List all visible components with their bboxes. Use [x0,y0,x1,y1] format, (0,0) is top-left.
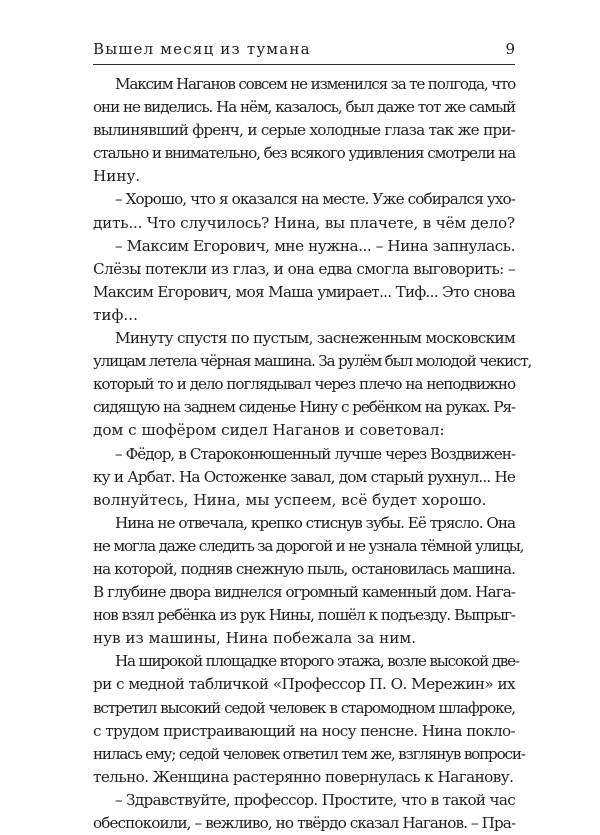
paragraph [93,73,515,188]
paragraph [93,789,515,835]
text-line: не могла даже следить за дорогой и не узнала тёмной улицы, [93,536,524,555]
text-line: Максим Егорович, моя Маша умирает... Тиф... Это снова [93,282,515,301]
text-line: В глубине двора виднелся огромный каменный дом. Нага- [93,583,515,602]
text-line: волнуйтесь, Нина, мы успеем, всё будет хорошо. [93,490,487,509]
text-line: нув из машины, Нина побежала за ним. [93,629,417,648]
text-line: Максим Наганов совсем не изменился за те полгода, что [115,75,516,93]
text-line: – Здравствуйте, профессор. Простите, что в такой час [115,790,515,809]
text-line: обеспокоили, – вежливо, но твёрдо сказал Наганов. – Пра- [93,814,516,832]
text-line: Нина не отвечала, крепко стиснув зубы. Её трясло. Она [115,513,515,532]
text-line: стально и внимательно, без всякого удивления смотрели на [93,144,515,163]
text-line: тиф... [93,305,138,324]
text-line: На широкой площадке второго этажа, возле высокой две- [115,652,519,671]
text-line: ри с медной табличкой «Профессор П. О. Мережин» их [93,675,515,694]
paragraph [93,188,515,234]
text-line: нов взял ребёнка из рук Нины, пошёл к подъезду. Выпрыг- [93,606,515,625]
text-line: дить... Что случилось? Нина, вы плачете, в чём дело? [93,213,515,232]
text-line: они не виделись. На нём, казалось, был даже тот же самый [93,98,515,117]
text-line: вылинявший френч, и серые холодные глаза так же при- [93,121,515,140]
header-rule [93,64,515,65]
paragraph [93,443,515,512]
text-line: – Максим Егорович, мне нужна... – Нина запнулась. [115,236,515,255]
text-line: Нину. [93,167,141,186]
page-header [93,40,515,64]
text-line: на которой, подняв снежную пыль, остановилась машина. [93,559,515,578]
text-line: который то и дело поглядывал через плечо на неподвижно [93,375,515,394]
text-line: дом с шофёром сидел Наганов и советовал: [93,421,445,440]
running-title: Вышел месяц из тумана [93,40,311,58]
paragraph [93,235,515,327]
page-number: 9 [505,40,515,58]
text-line: нилась ему; седой человек ответил тем же, взглянув вопроси- [93,744,525,763]
paragraph [93,512,524,651]
text-line: – Хорошо, что я оказался на месте. Уже собирался ухо- [115,190,516,209]
text-line: Минуту спустя по пустым, заснеженным московским [115,329,515,348]
text-line: тельно. Женщина растерянно повернулась к Наганову. [93,767,514,786]
text-line: сидящую на заднем сиденье Нину с ребёнком на руках. Ря- [93,398,515,417]
text-line: ку и Арбат. На Остоженке завал, дом старый рухнул... Не [93,467,515,486]
text-line: – Фёдор, в Староконюшенный лучше через Воздвижен- [115,444,515,463]
paragraph [93,327,532,442]
paragraph [93,650,525,789]
text-line: Слёзы потекли из глаз, и она едва смогла выговорить: – [93,259,515,278]
text-line: с трудом пристраивающий на носу пенсне. Нина покло- [93,721,515,740]
text-line: улицам летела чёрная машина. За рулём был молодой чекист, [93,352,532,371]
body-text [93,73,532,835]
text-line: встретил высокий седой человек в старомодном шлафроке, [93,698,515,717]
